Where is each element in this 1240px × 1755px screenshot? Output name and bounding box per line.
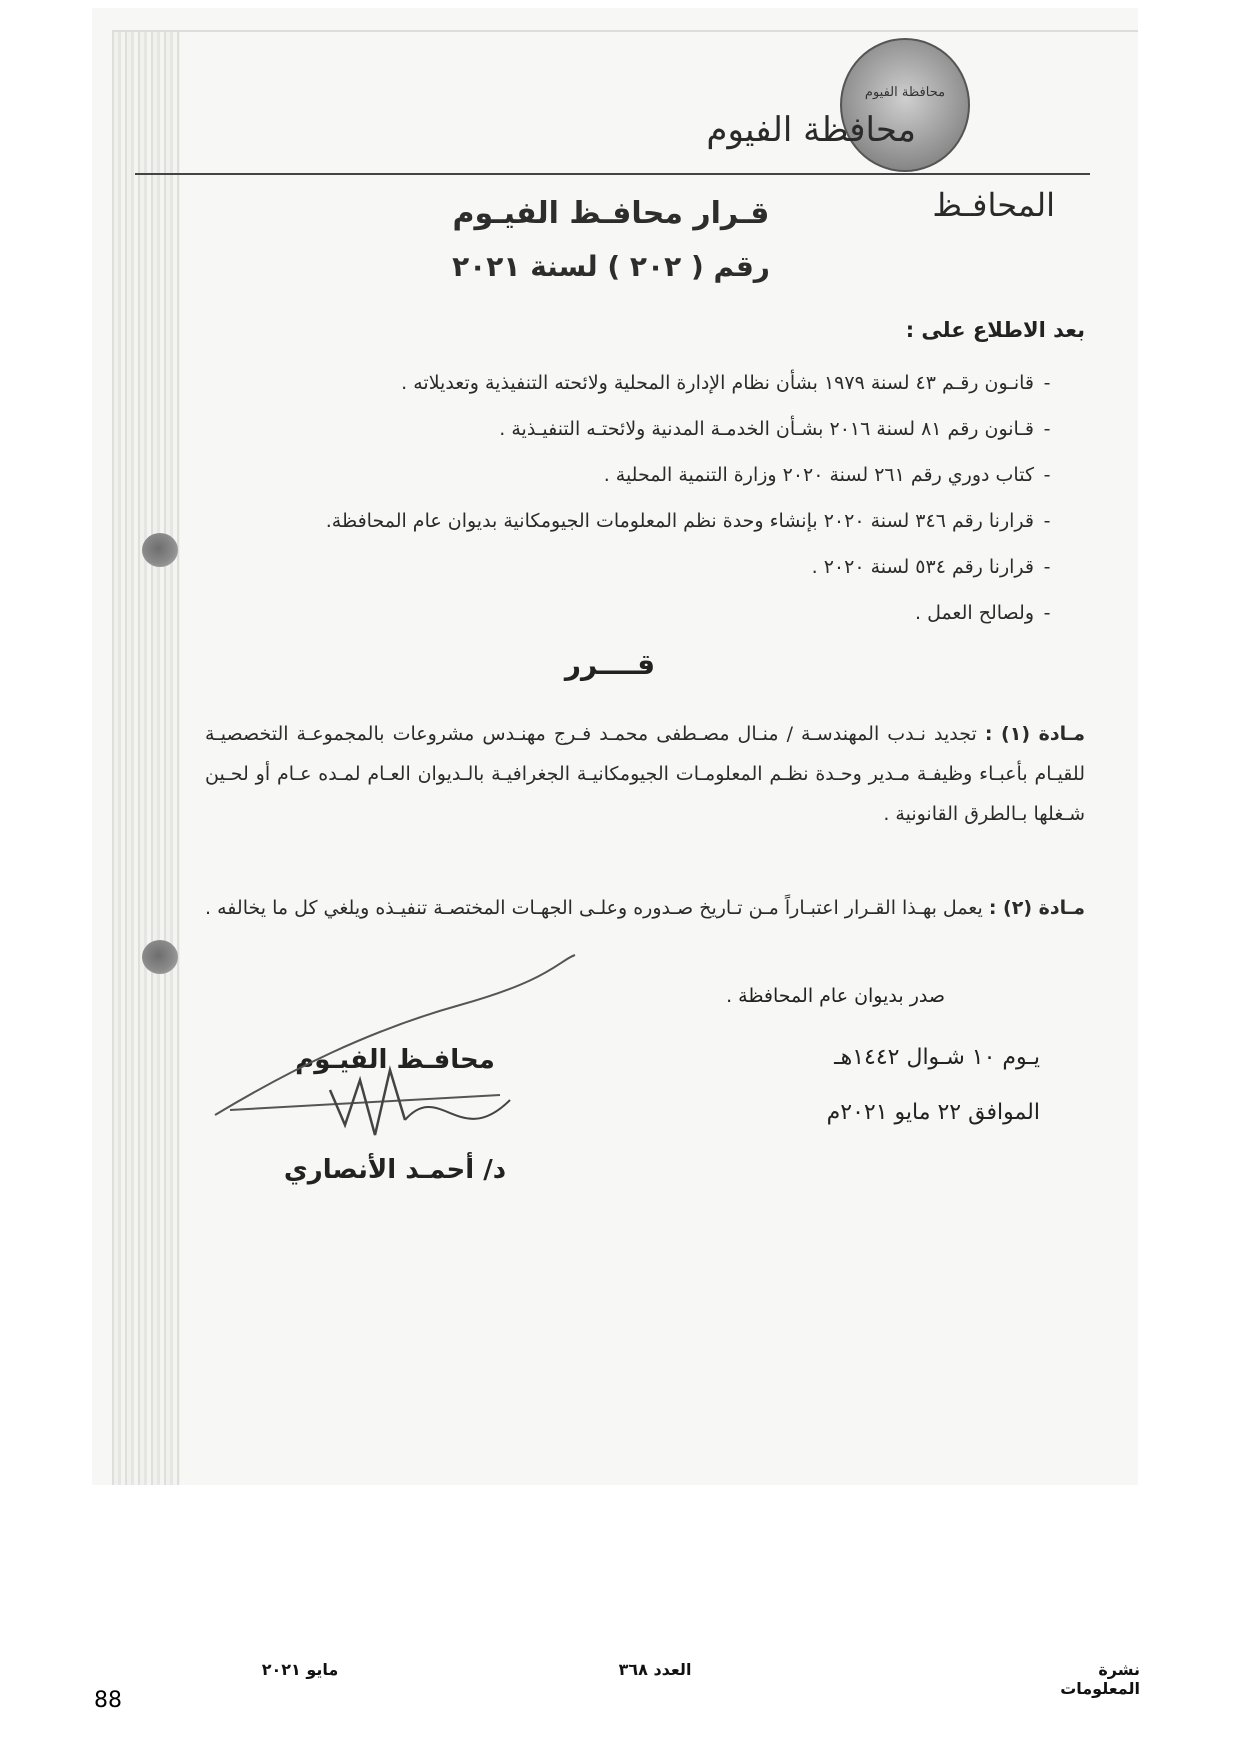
decided-heading: قــــرر: [564, 648, 656, 681]
list-item: -ولصالح العمل .: [914, 602, 1051, 624]
reference-text: ولصالح العمل .: [914, 602, 1034, 624]
list-item: -كتاب دوري رقم ٢٦١ لسنة ٢٠٢٠ وزارة التنمية المحلية .: [603, 464, 1051, 486]
list-item: -قرارنا رقم ٣٤٦ لسنة ٢٠٢٠ بإنشاء وحدة نظم المعلومات الجيومكانية بديوان عام المحافظة.: [325, 510, 1051, 532]
article-label: مـادة (٢) :: [988, 897, 1085, 919]
list-item: -قـانون رقم ٨١ لسنة ٢٠١٦ بشـأن الخدمـة المدنية ولائحتـه التنفيـذية .: [499, 418, 1051, 440]
footer-issue: العدد ٣٦٨: [618, 1660, 692, 1679]
article-1: [205, 714, 1085, 834]
hijri-date: يـوم ١٠ شـوال ١٤٤٢هـ: [834, 1045, 1040, 1070]
article-label: مـادة (١) :: [984, 723, 1085, 745]
reference-text: قرارنا رقم ٥٣٤ لسنة ٢٠٢٠ .: [811, 556, 1034, 578]
reference-text: قانـون رقـم ٤٣ لسنة ١٩٧٩ بشأن نظام الإدارة المحلية ولائحته التنفيذية وتعديلاته .: [401, 372, 1034, 394]
handwritten-signature: [210, 950, 580, 1160]
governorate-name: محافظة الفيوم: [706, 110, 916, 150]
footer-bulletin: نشرة المعلومات: [1060, 1660, 1140, 1698]
governorate-seal: [840, 38, 970, 172]
signatory-title: محافـظ الفيـوم: [295, 1045, 495, 1075]
reference-text: كتاب دوري رقم ٢٦١ لسنة ٢٠٢٠ وزارة التنمية المحلية .: [603, 464, 1034, 486]
signatory-name: د/ أحمـد الأنصاري: [283, 1155, 507, 1185]
reference-text: قرارنا رقم ٣٤٦ لسنة ٢٠٢٠ بإنشاء وحدة نظم المعلومات الجيومكانية بديوان عام المحافظة.: [325, 510, 1034, 532]
article-2: [205, 888, 1085, 928]
page-number: 88: [94, 1688, 122, 1713]
issued-at: صدر بديوان عام المحافظة .: [726, 985, 945, 1007]
list-item: -قانـون رقـم ٤٣ لسنة ١٩٧٩ بشأن نظام الإدارة المحلية ولائحته التنفيذية وتعديلاته .: [401, 372, 1051, 394]
legal-references-list: [150, 360, 1060, 636]
footer-date: مايو ٢٠٢١: [261, 1660, 339, 1679]
reference-text: قـانون رقم ٨١ لسنة ٢٠١٦ بشـأن الخدمـة المدنية ولائحتـه التنفيـذية .: [499, 418, 1034, 440]
scan-top-edge: [112, 30, 1138, 32]
office-title: المحافـظ: [932, 186, 1055, 224]
decree-number: رقم ( ٢٠٢ ) لسنة ٢٠٢١: [452, 250, 770, 283]
review-label: بعد الاطلاع على :: [905, 318, 1085, 342]
decree-title: قـرار محافـظ الفيـوم: [452, 196, 770, 231]
punch-hole: [142, 940, 178, 974]
article-text: تجديد نـدب المهندسـة / منـال مصـطفى محمـد فـرج مهنـدس مشروعات بالمجموعـة التخصصيـة للقيـام بأعبـاء وظيفـة مـدير وحـدة نظـم المعلومـات الجيومكانيـة الجغرافيـة بالـديوان العـام لمـده عـام أو لحـين شـغلها بـالطرق القانونية .: [205, 723, 1085, 825]
header-divider: [135, 173, 1090, 175]
seal-text: محافظة الفيوم: [864, 85, 946, 100]
article-text: يعمل بهـذا القـرار اعتبـاراً مـن تـاريخ صـدوره وعلـى الجهـات المختصـة تنفيـذه ويلغي كل ما يخالفه .: [205, 897, 983, 919]
gregorian-date: الموافق ٢٢ مايو ٢٠٢١م: [826, 1100, 1040, 1125]
binder-strip: [112, 30, 180, 1485]
list-item: -قرارنا رقم ٥٣٤ لسنة ٢٠٢٠ .: [811, 556, 1051, 578]
